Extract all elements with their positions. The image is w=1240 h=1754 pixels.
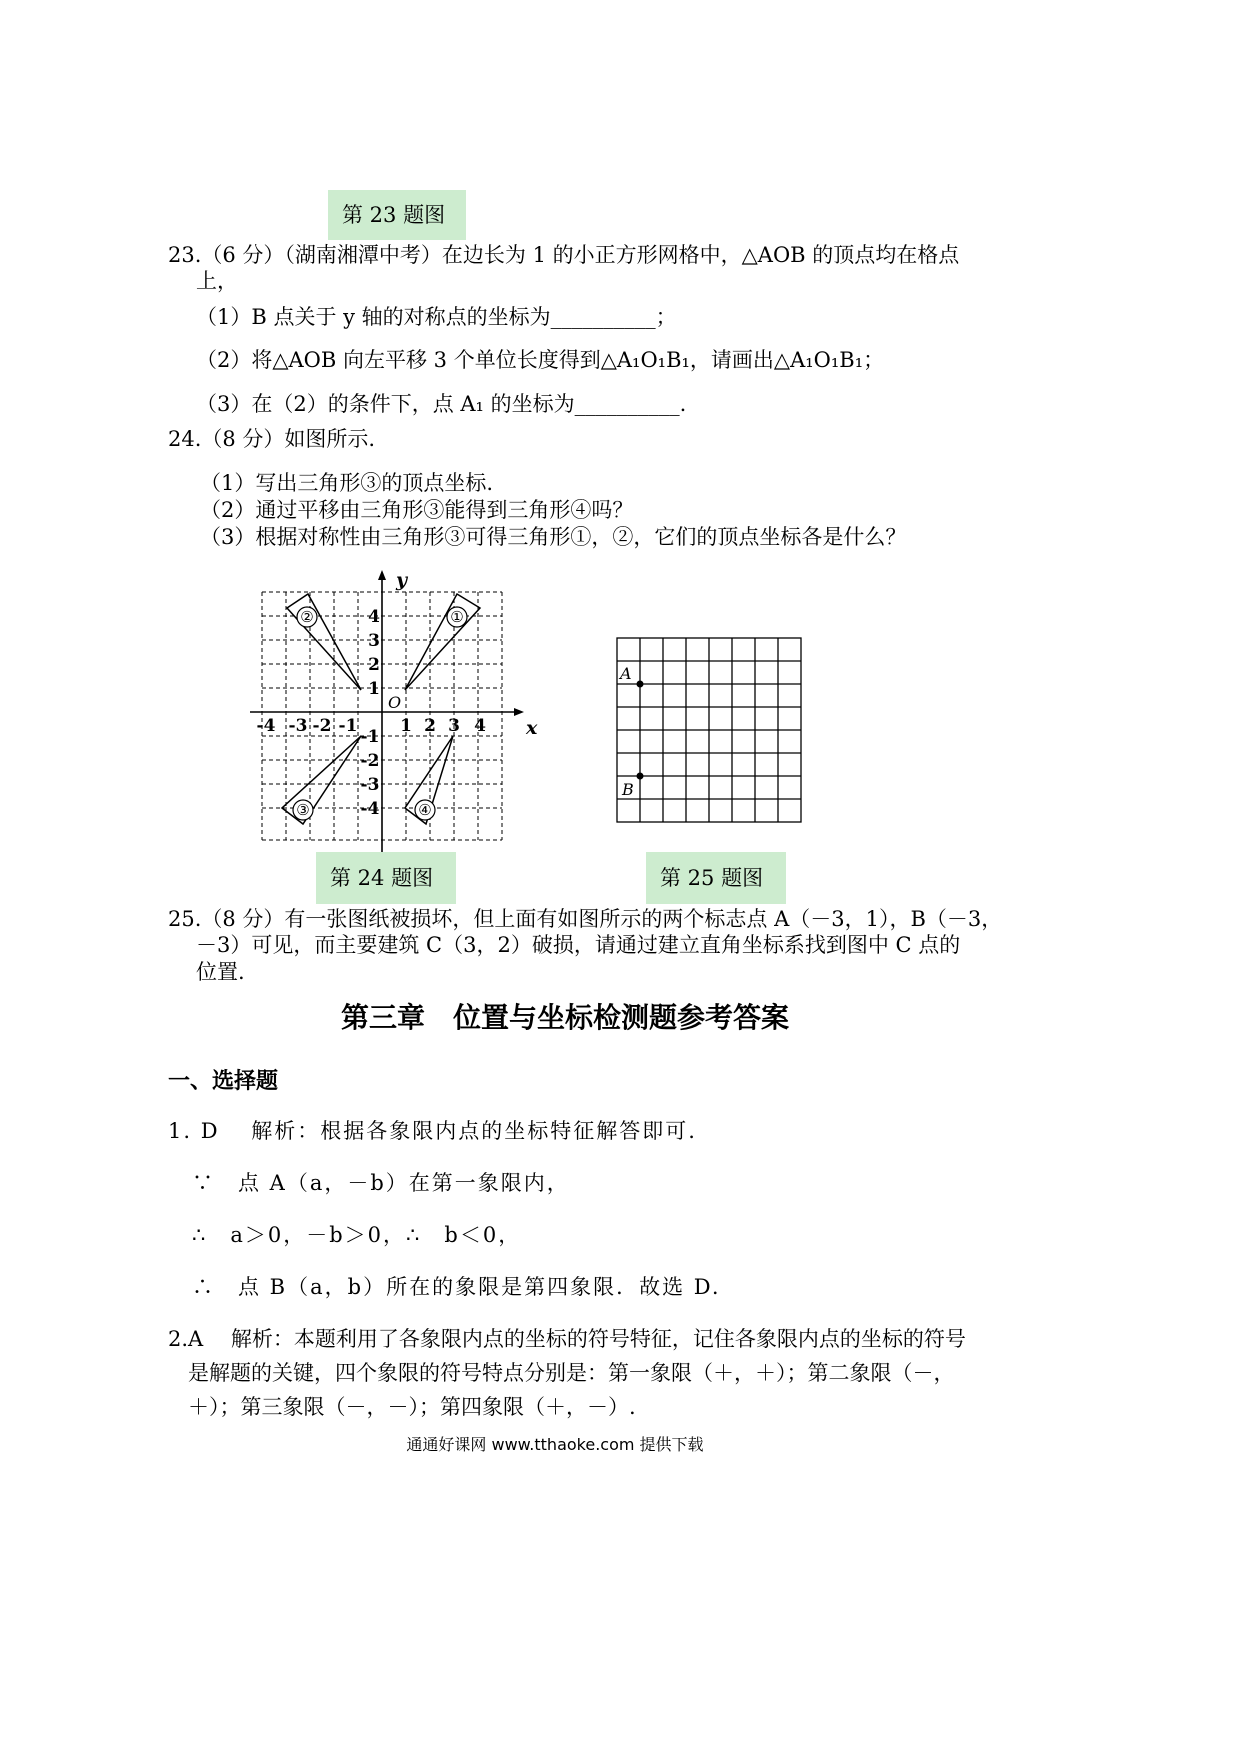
answer-1-line2: ∵ 点 A（a，－b）在第一象限内， [192,1171,570,1195]
q23-stem-line1: 23.（6 分）（湖南湘潭中考）在边长为 1 的小正方形网格中，△AOB 的顶点均在格点 [168,243,960,267]
fig24-xtick: 4 [474,716,486,736]
fig24-y-label: y [396,569,408,591]
fig23-caption: 第 23 题图 [328,190,466,240]
fig24-ytick: -4 [360,799,380,819]
fig24-xtick: 1 [400,716,412,736]
fig24-ytick: -1 [360,727,380,747]
fig24-xtick: 3 [448,716,460,736]
fig24-ytick: 2 [368,655,380,675]
fig24-origin-label: O [388,693,402,712]
answers-section-heading: 一、选择题 [168,1069,279,1094]
fig24-xtick: -1 [338,716,358,736]
answers-title: 第三章 位置与坐标检测题参考答案 [340,1001,789,1034]
answer-2-line2: 是解题的关键，四个象限的符号特点分别是：第一象限（＋，＋）；第二象限（－， [188,1361,955,1385]
fig25-point-a [637,681,644,688]
fig24-ytick: -3 [360,775,380,795]
q24-part2: （2）通过平移由三角形③能得到三角形④吗？ [200,498,634,522]
q24-part1: （1）写出三角形③的顶点坐标. [200,471,494,495]
page-footer: 通通好课网 www.tthaoke.com 提供下载 [406,1435,704,1454]
fig24-x-label: x [526,717,538,739]
answer-2-line3: ＋）；第三象限（－，－）；第四象限（＋，－）. [188,1395,636,1419]
fig24-xtick: -2 [312,716,332,736]
answer-1-line3: ∴ a＞0，－b＞0，∴ b＜0， [192,1223,522,1247]
answer-1-line4: ∴ 点 B（a，b）所在的象限是第四象限．故选 D. [192,1275,721,1299]
fig24-label-tri4: ④ [418,801,432,819]
fig25-grid [605,630,815,830]
fig24-x-arrow-icon [514,708,524,716]
fig24-caption: 第 24 题图 [316,852,456,904]
q24-stem: 24.（8 分）如图所示. [168,427,376,451]
q25-line3: 位置. [196,960,245,984]
q23-part1: （1）B 点关于 y 轴的对称点的坐标为__________； [196,305,677,329]
fig24-label-tri1: ① [450,608,464,626]
q24-part3: （3）根据对称性由三角形③可得三角形①，②，它们的顶点坐标各是什么？ [200,525,907,549]
fig24-xtick: 2 [424,716,436,736]
fig24-triangle-2 [287,594,361,690]
fig24-ytick: -2 [360,751,380,771]
q25-line1: 25.（8 分）有一张图纸被损坏，但上面有如图所示的两个标志点 A（－3，1），B（－3， [168,907,1003,931]
fig24-coordinate-grid [240,560,550,860]
fig24-ytick: 4 [368,607,380,627]
fig24-y-arrow-icon [378,570,386,580]
answer-2-line1: 2.A 解析：本题利用了各象限内点的坐标的符号特征，记住各象限内点的坐标的符号 [168,1327,966,1351]
fig24-xtick: -3 [288,716,308,736]
answer-1-line1: 1. D 解析：根据各象限内点的坐标特征解答即可. [168,1119,697,1143]
fig24-xtick: -4 [256,716,276,736]
fig24-triangle-1 [405,594,480,690]
fig25-point-b [637,773,644,780]
fig24-label-tri3: ③ [296,801,310,819]
fig25-label-a: A [620,664,632,683]
q23-stem-line2: 上， [196,269,238,293]
q25-line2: －3）可见，而主要建筑 C（3，2）破损，请通过建立直角坐标系找到图中 C 点的 [196,933,961,957]
fig24-ytick: 3 [368,631,380,651]
q23-part3: （3）在（2）的条件下，点 A₁ 的坐标为__________. [196,392,687,416]
fig24-label-tri2: ② [300,608,314,626]
fig25-caption: 第 25 题图 [646,852,786,904]
fig25-label-b: B [622,780,634,799]
fig24-ytick: 1 [368,679,380,699]
q23-part2: （2）将△AOB 向左平移 3 个单位长度得到△A₁O₁B₁，请画出△A₁O₁B₁； [196,348,885,372]
